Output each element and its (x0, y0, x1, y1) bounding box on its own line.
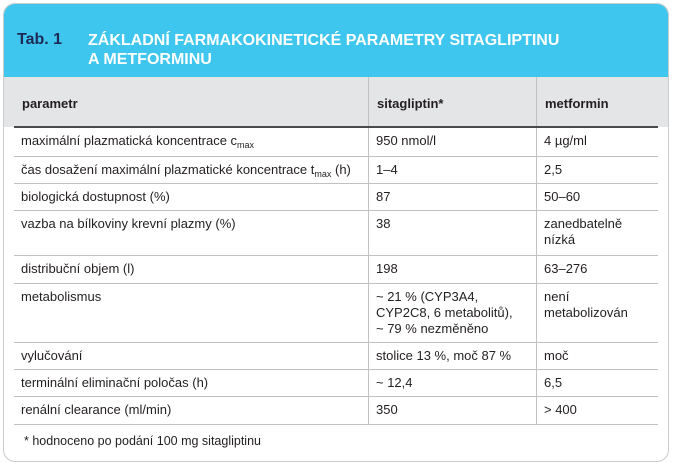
cell-sitagliptin (376, 289, 513, 337)
row-divider (14, 183, 658, 184)
cell-metformin (544, 261, 587, 277)
cell-sitagliptin (376, 402, 398, 418)
table-number: Tab. 1 (17, 31, 63, 48)
cell-sitagliptin (376, 216, 390, 232)
sitagliptin-value-line: CYP2C8, 6 metabolitů), (376, 305, 513, 320)
sitagliptin-value-line: 950 nmol/l (376, 133, 436, 148)
table-title-line-2: A METFORMINU (88, 51, 212, 68)
sitagliptin-value-line: stolice 13 %, moč 87 % (376, 348, 512, 363)
metformin-value-line: není (544, 289, 570, 304)
sitagliptin-value-line: 87 (376, 189, 391, 204)
cell-parametr (21, 261, 134, 277)
row-divider (14, 369, 658, 370)
parametr-text: distribuční objem (l) (21, 261, 135, 276)
cell-parametr (21, 162, 351, 179)
cell-sitagliptin (376, 189, 390, 205)
sitagliptin-value-line: ~ 79 % nezměněno (376, 321, 489, 336)
metformin-value-line: 4 µg/ml (544, 133, 587, 148)
cell-parametr (21, 133, 254, 150)
row-divider (14, 156, 658, 157)
sitagliptin-value-line: 198 (376, 261, 398, 276)
table-title (88, 31, 608, 69)
header-rule (14, 126, 658, 128)
metformin-value-line: > 400 (544, 402, 577, 417)
table-title-line-1: ZÁKLADNÍ FARMAKOKINETICKÉ PARAMETRY SITAGLIPTINU (88, 32, 560, 49)
parametr-text: terminální eliminační poločas (h) (21, 375, 209, 390)
cell-sitagliptin (376, 162, 398, 178)
row-divider (14, 396, 658, 397)
row-divider (14, 424, 658, 425)
sitagliptin-value-line: ~ 21 % (CYP3A4, (376, 289, 479, 304)
cell-parametr (21, 189, 170, 205)
column-header-parametr: parametr (22, 96, 78, 111)
metformin-value-line: zanedbatelně (544, 216, 623, 231)
column-header-sitagliptin: sitagliptin* (377, 96, 444, 111)
parametr-text: maximální plazmatická koncentrace c (21, 133, 238, 148)
cell-sitagliptin (376, 261, 398, 277)
parametr-subscript: max (314, 169, 332, 179)
cell-sitagliptin (376, 348, 511, 364)
cell-metformin (544, 375, 562, 391)
parametr-text: biologická dostupnost (%) (21, 189, 170, 204)
cell-sitagliptin (376, 133, 436, 149)
row-divider (14, 342, 658, 343)
cell-parametr (21, 216, 236, 232)
cell-metformin (544, 216, 622, 248)
cell-metformin (544, 133, 587, 149)
table-card (3, 3, 669, 462)
sitagliptin-value-line: 38 (376, 216, 391, 231)
parametr-text: vazba na bílkoviny krevní plazmy (%) (21, 216, 236, 231)
parametr-subscript: max (237, 140, 255, 150)
row-divider (14, 255, 658, 256)
cell-metformin (544, 402, 577, 418)
metformin-value-line: 2,5 (544, 162, 563, 177)
column-header-metformin: metformin (545, 96, 609, 111)
cell-metformin (544, 348, 569, 364)
parametr-text: metabolismus (21, 289, 102, 304)
cell-metformin (544, 189, 580, 205)
parametr-text: čas dosažení maximální plazmatické koncentrace t (21, 162, 315, 177)
cell-parametr (21, 289, 101, 305)
column-divider (536, 77, 537, 425)
metformin-value-line: moč (544, 348, 569, 363)
cell-sitagliptin (376, 375, 413, 391)
parametr-text: vylučování (21, 348, 83, 363)
sitagliptin-value-line: ~ 12,4 (376, 375, 413, 390)
table-header-band (4, 4, 668, 77)
row-divider (14, 210, 658, 211)
metformin-value-line: 6,5 (544, 375, 563, 390)
metformin-value-line: 63–276 (544, 261, 588, 276)
table-footnote: * hodnoceno po podání 100 mg sitagliptinu (24, 434, 261, 448)
cell-metformin (544, 162, 562, 178)
column-header-row (4, 77, 668, 127)
sitagliptin-value-line: 350 (376, 402, 398, 417)
cell-parametr (21, 375, 208, 391)
sitagliptin-value-line: 1–4 (376, 162, 398, 177)
cell-parametr (21, 402, 171, 418)
cell-parametr (21, 348, 82, 364)
metformin-value-line: 50–60 (544, 189, 581, 204)
parametr-text: renální clearance (ml/min) (21, 402, 172, 417)
metformin-value-line: nízká (544, 232, 576, 247)
column-divider (368, 77, 369, 425)
metformin-value-line: metabolizován (544, 305, 628, 320)
row-divider (14, 283, 658, 284)
parametr-unit: (h) (331, 162, 351, 177)
cell-metformin (544, 289, 628, 321)
